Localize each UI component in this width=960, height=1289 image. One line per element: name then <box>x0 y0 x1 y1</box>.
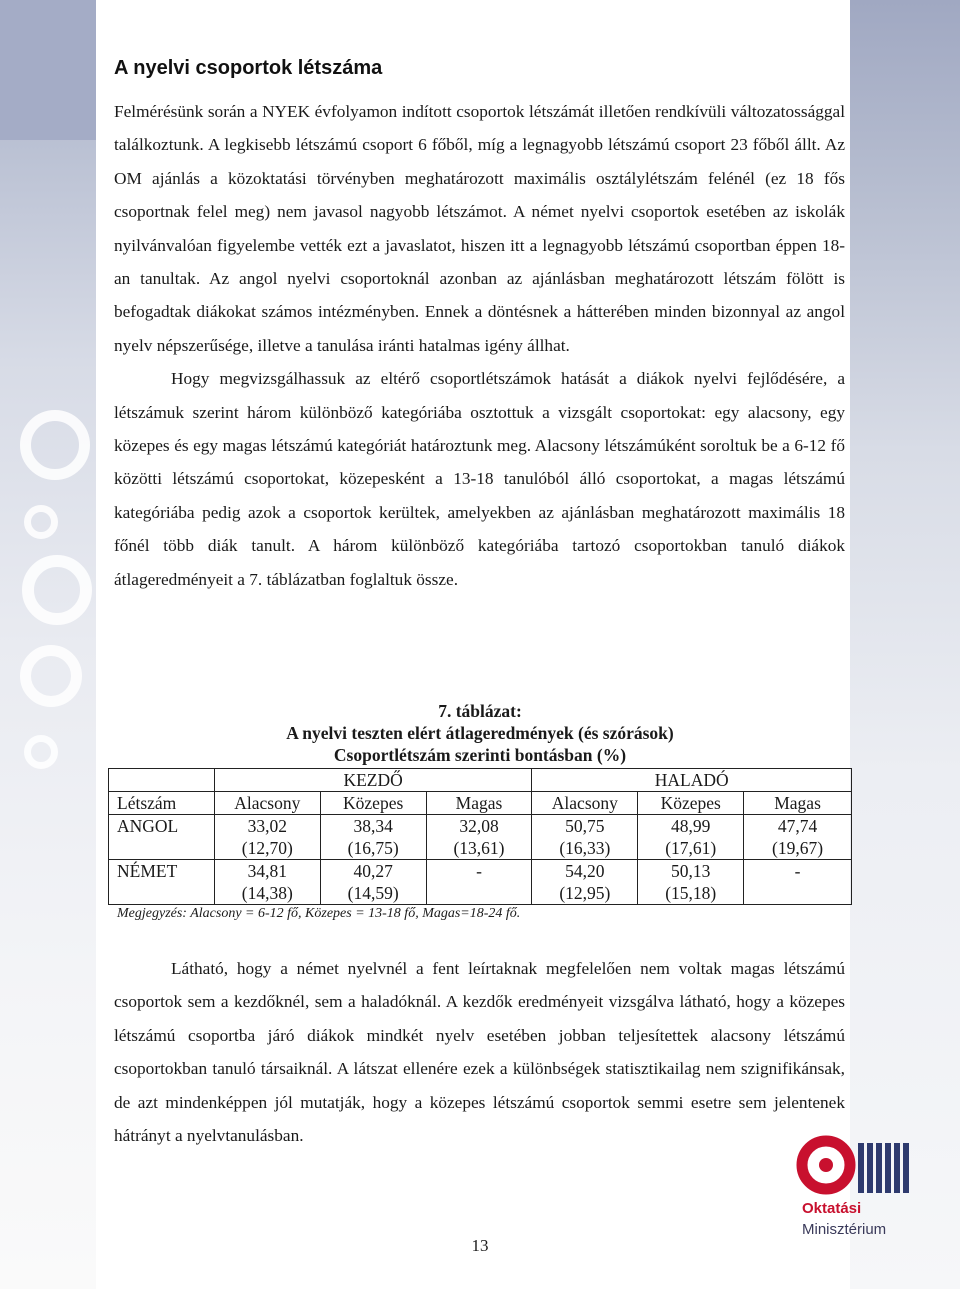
column-header-letszam: Létszám <box>109 792 215 815</box>
table-caption <box>108 700 852 766</box>
table-cell <box>426 860 532 905</box>
table-cell <box>214 815 320 860</box>
mean-value: 48,99 <box>671 816 711 836</box>
sd-value: (19,67) <box>772 838 824 858</box>
paragraph-2: Hogy megvizsgálhassuk az eltérő csoportlétszámok hatását a diákok nyelvi fejlődésére, a létszámuk szerint három különböző kategóriába osztottuk a vizsgált csoportokat: egy alacsony, egy közepes és egy magas létszámú kategóriát határoztunk meg. Alacsony létszámúként soroltuk be a 6-12 fő közötti létszámú csoportokat, közepesként a 13-18 tanulóból álló csoportokat, a magas létszámú kategóriába pedig azok a csoportok kerültek, amelyekben az ajánlásban meghatározott maximális 18 főnél több diák tanult. A három különböző kategóriába tartozó csoportokban tanuló diákok átlageredményeit a 7. táblázatban foglaltuk össze. <box>114 369 845 589</box>
sd-value: (16,33) <box>559 838 611 858</box>
mean-value: 40,27 <box>353 861 393 881</box>
row-label: NÉMET <box>109 860 215 905</box>
mean-value: 32,08 <box>459 816 499 836</box>
sd-value: (12,70) <box>241 838 293 858</box>
sd-value: (16,75) <box>347 838 399 858</box>
mean-value: 50,75 <box>565 816 605 836</box>
sd-value: (14,59) <box>347 883 399 903</box>
mean-value: 33,02 <box>247 816 287 836</box>
mean-value: - <box>794 861 801 881</box>
paragraph-3: Látható, hogy a német nyelvnél a fent leírtaknak megfelelően nem voltak magas létszámú csoportok sem a kezdőknél, sem a haladóknál. A kezdők eredményeit vizsgálva látható, hogy a közepes létszámú csoportba járó diákok mindkét nyelv esetében jobban teljesítettek alacsony létszámú csoportokban tanuló társaiknál. A látszat ellenére ezek a különbségek statisztikailag nem szignifikánsak, de azt mindenképpen jól mutatják, hogy a közepes létszámú csoportok semmi esetre sem jelentenek hátrányt a nyelvtanulásban. <box>114 959 845 1146</box>
table-cell <box>744 815 852 860</box>
table-caption-subtitle: Csoportlétszám szerinti bontásban (%) <box>333 745 627 765</box>
table-column-header-row <box>109 792 852 815</box>
table-group-header-row <box>109 769 852 792</box>
page-number: 13 <box>471 1236 489 1255</box>
column-header: Alacsony <box>214 792 320 815</box>
table-row-nemet <box>109 860 852 905</box>
empty-header-cell <box>109 769 215 792</box>
mean-value: 50,13 <box>671 861 711 881</box>
table-cell <box>214 860 320 905</box>
column-header: Közepes <box>320 792 426 815</box>
sd-value: (13,61) <box>453 838 505 858</box>
paragraph-1: Felmérésünk során a NYEK évfolyamon indított csoportok létszámát illetően rendkívüli változatossággal találkoztunk. A legkisebb létszámú csoport 6 főből, míg a legnagyobb létszámú csoport 23 főből állt. Az OM ajánlás a közoktatási törvényben meghatározott maximális osztálylétszám felénél (ez 18 fős csoportnak felel meg) nem javasol nagyobb létszámot. A német nyelvi csoportok esetében az iskolák nyilvánvalóan figyelembe vették ezt a javaslatot, hiszen itt a legnagyobb létszámú csoportban éppen 18-an tanultak. Az angol nyelvi csoportoknál azonban az ajánlásban meghatározott létszám fölött is befogadtak diákokat számos intézményben. Ennek a döntésnek a hátterében minden bizonnyal az angol nyelv népszerűsége, illetve a tanulása iránti hatalmas igény állhat. <box>114 102 845 355</box>
logo-o-dot <box>819 1158 833 1172</box>
table-note: Megjegyzés: Alacsony = 6-12 fő, Közepes = 13-18 fő, Magas=18-24 fő. <box>117 906 521 921</box>
group-header-halado: HALADÓ <box>532 769 852 792</box>
mean-value: 38,34 <box>353 816 393 836</box>
mean-value: 54,20 <box>565 861 605 881</box>
sd-value: (17,61) <box>665 838 717 858</box>
logo-text-miniszterium: Minisztérium <box>802 1221 887 1238</box>
mean-value: 47,74 <box>777 816 818 836</box>
table-cell <box>320 860 426 905</box>
column-header: Magas <box>426 792 532 815</box>
right-decorative-band <box>850 0 960 1289</box>
table-caption-title: A nyelvi teszten elért átlageredmények (és szórások) <box>286 723 674 743</box>
mean-value: - <box>476 861 482 881</box>
mean-value: 34,81 <box>247 861 287 881</box>
section-title: A nyelvi csoportok létszáma <box>114 57 383 79</box>
body-paragraphs-bottom <box>114 952 845 1152</box>
table-cell <box>320 815 426 860</box>
sd-value: (15,18) <box>665 883 717 903</box>
sd-value: (14,38) <box>241 883 293 903</box>
table-cell <box>744 860 852 905</box>
table-cell <box>532 860 638 905</box>
sd-value: (12,95) <box>559 883 611 903</box>
table-cell <box>532 815 638 860</box>
results-table <box>108 768 852 905</box>
column-header: Alacsony <box>532 792 638 815</box>
table-row-angol <box>109 815 852 860</box>
logo-text-oktatasi: Oktatási <box>802 1200 862 1217</box>
table-cell <box>638 860 744 905</box>
decorative-circles <box>0 380 96 810</box>
table-cell <box>426 815 532 860</box>
table-cell <box>638 815 744 860</box>
logo-m-letter <box>858 1143 909 1193</box>
group-header-kezdo: KEZDŐ <box>214 769 532 792</box>
column-header: Közepes <box>638 792 744 815</box>
table-caption-number: 7. táblázat: <box>438 701 522 721</box>
body-paragraphs-top <box>114 95 845 596</box>
row-label: ANGOL <box>109 815 215 860</box>
column-header: Magas <box>744 792 852 815</box>
